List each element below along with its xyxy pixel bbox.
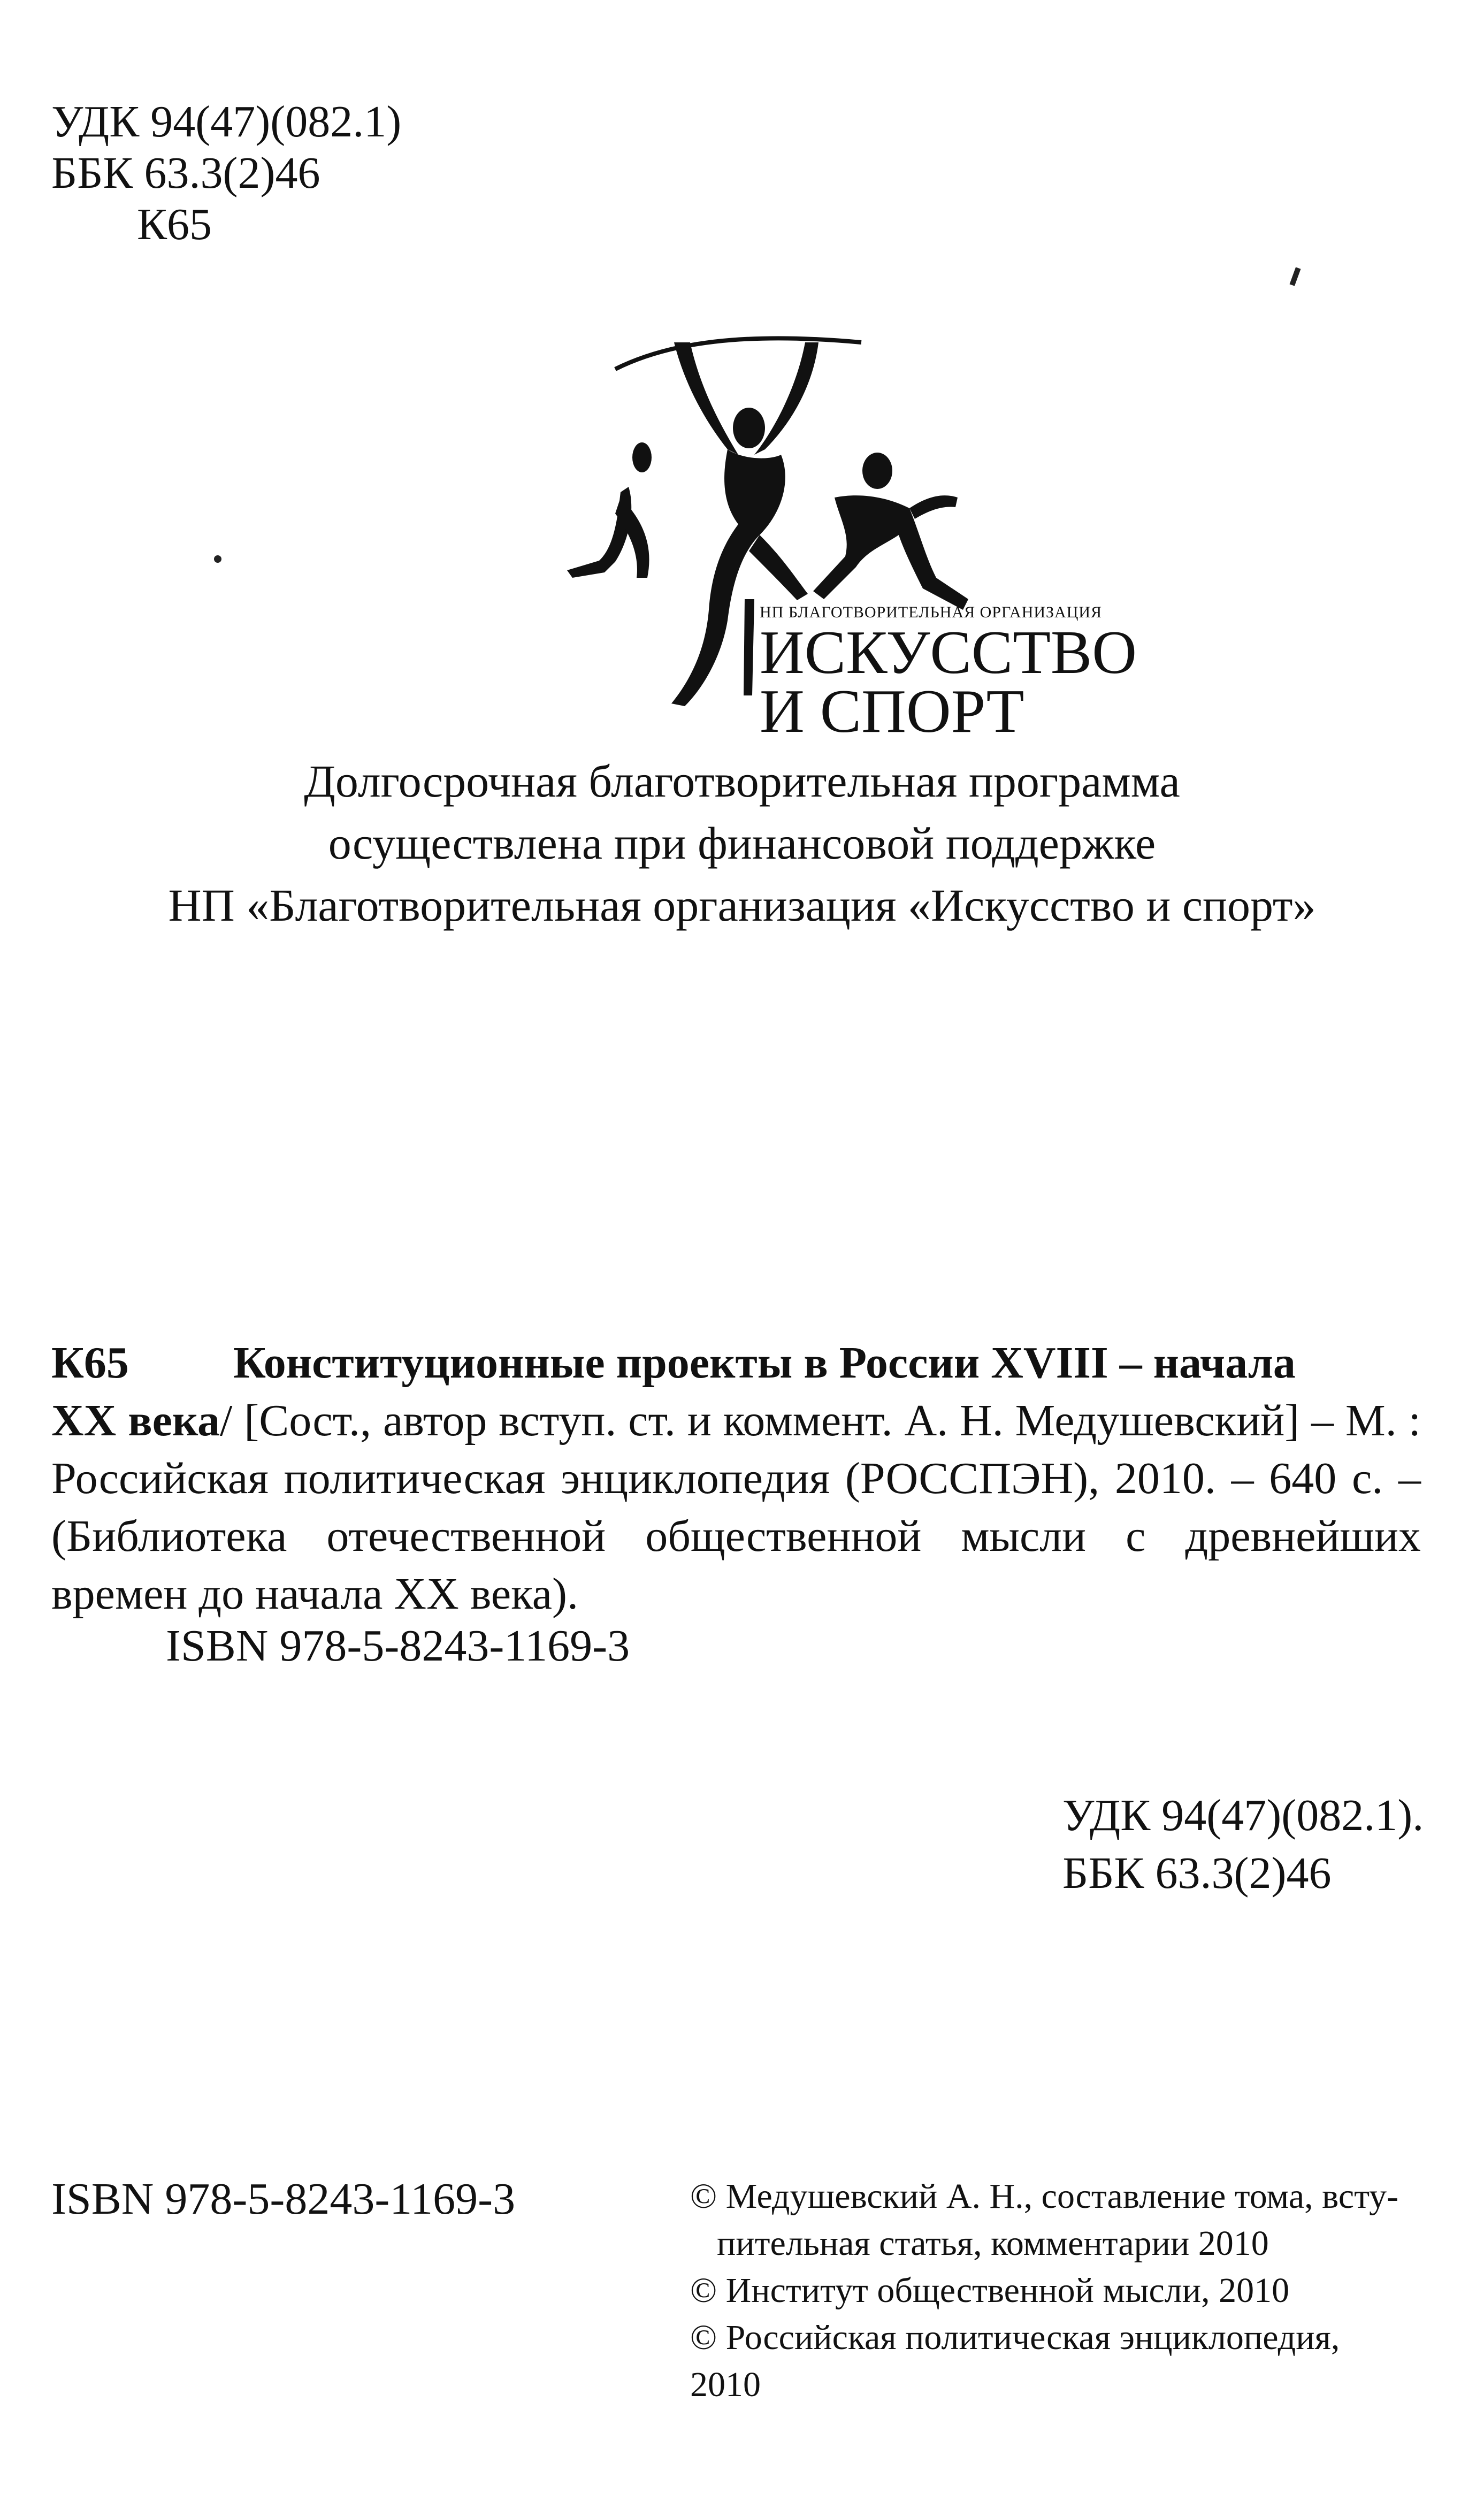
udk-code: УДК 94(47)(082.1): [51, 97, 402, 147]
support-line-2: осуществлена при финансовой поддержке: [328, 817, 1156, 869]
support-line-1: Долгосрочная благотворительная программа: [304, 755, 1180, 807]
logo-name-line1: ИСКУССТВО: [760, 618, 1137, 687]
bbk-code: ББК 63.3(2)46: [51, 148, 320, 198]
logo-org-type: НП БЛАГОТВОРИТЕЛЬНАЯ ОРГАНИЗАЦИЯ: [760, 603, 1103, 621]
record-text: [233, 1334, 1421, 1392]
support-notice: [0, 750, 1484, 936]
bibliographic-record: [51, 1334, 1421, 1623]
bbk-code-right: ББК 63.3(2)46: [1062, 1848, 1332, 1898]
record-isbn: ISBN 978-5-8243-1169-3: [166, 1621, 630, 1671]
copyright-block: [690, 2173, 1412, 2408]
copyright-line: © Российская политическая энциклопедия, 2010: [690, 2318, 1340, 2404]
classification-top: [51, 96, 401, 250]
footer-isbn: ISBN 978-5-8243-1169-3: [51, 2174, 516, 2224]
copyright-line: © Медушевский А. Н., составление тома, всту-: [690, 2177, 1399, 2216]
classification-right: [1062, 1787, 1424, 1902]
record-rest: / [Сост., автор вступ. ст. и коммент. А. Н. Медушевский] – М. : Российская политическая энциклопедия (РОССПЭН), 2010. – 640 с. – (Библиотека отечественной общественной мысли с древнейших времен до начала XX века).: [51, 1396, 1421, 1619]
logo-name-line2: И СПОРТ: [760, 677, 1024, 746]
record-code: К65: [51, 1338, 129, 1388]
copyright-line: © Институт общественной мысли, 2010: [690, 2271, 1290, 2310]
udk-code-right: УДК 94(47)(082.1).: [1062, 1791, 1424, 1840]
copyright-line: пительная статья, комментарии 2010: [717, 2224, 1269, 2263]
record-text-continued: [51, 1392, 1421, 1623]
author-mark: К65: [137, 200, 212, 249]
record-title-part1: Конституционные проекты в России XVIII – начала: [233, 1338, 1296, 1388]
record-title-part2: XX века: [51, 1396, 220, 1445]
print-dot: [214, 555, 221, 563]
support-line-3: НП «Благотворительная организация «Искусство и спорт»: [168, 879, 1316, 931]
print-speck: [1289, 267, 1301, 286]
